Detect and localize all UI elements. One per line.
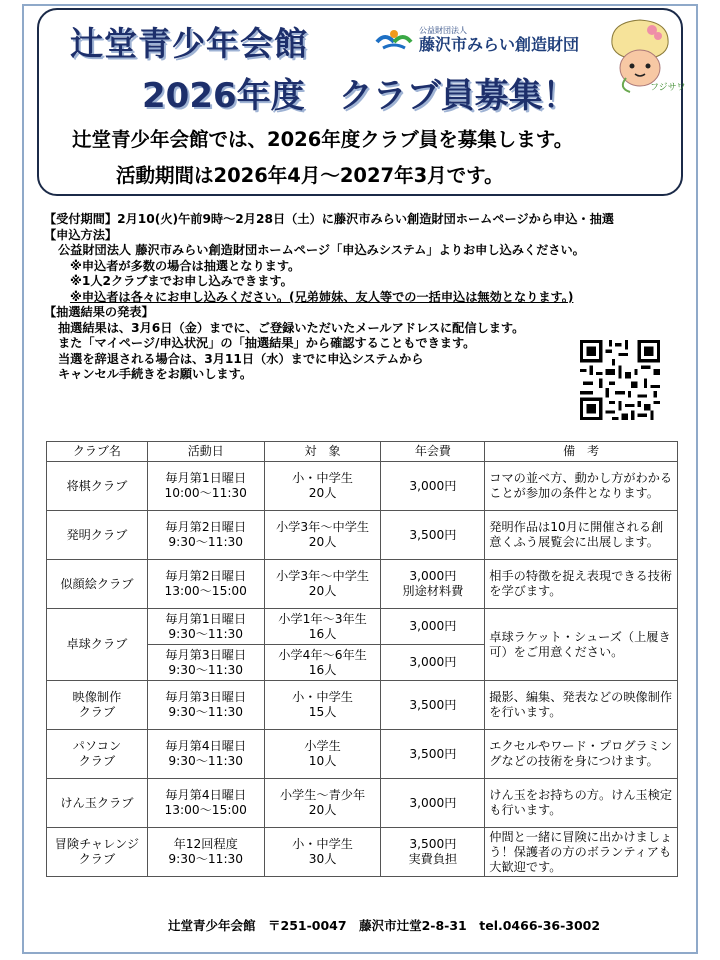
- info-line: 抽選結果は、3月6日（金）までに、ご登録いただいたメールアドレスに配信します。: [58, 320, 525, 335]
- club-day: [147, 645, 264, 681]
- target-line: 小・中学生: [292, 471, 353, 485]
- club-name: [47, 681, 148, 730]
- info-line: 【抽選結果の発表】: [44, 305, 154, 319]
- capacity-line: 30人: [308, 852, 337, 866]
- fee-line: 3,000円: [409, 569, 457, 583]
- day-line: 毎月第1日曜日: [165, 611, 247, 626]
- name-line: 映像制作: [72, 690, 122, 704]
- club-note: コマの並べ方、動かし方がわかることが参加の条件となります。: [485, 462, 678, 511]
- club-fee: 3,500円: [381, 730, 485, 779]
- day-line: 毎月第4日曜日: [165, 788, 247, 802]
- table-row: [47, 779, 678, 828]
- club-day: [147, 609, 264, 645]
- day-line: 毎月第2日曜日: [165, 520, 247, 534]
- info-line: 公益財団法人 藤沢市みらい創造財団ホームページ「申込みシステム」よりお申し込みください。: [58, 243, 585, 257]
- header-note: 備 考: [485, 442, 678, 462]
- day-line: 毎月第1日曜日: [165, 471, 247, 485]
- capacity-line: 20人: [308, 486, 337, 500]
- club-day: [147, 681, 264, 730]
- club-target: [264, 462, 381, 511]
- club-name: 似顔絵クラブ: [47, 560, 148, 609]
- club-name: 発明クラブ: [47, 511, 148, 560]
- club-note: 撮影、編集、発表などの映像制作を行います。: [485, 681, 678, 730]
- club-fee: 3,000円: [381, 779, 485, 828]
- club-target: [264, 730, 381, 779]
- info-line: 【受付期間】2月10(火)午前9時～2月28日（土）に藤沢市みらい創造財団ホームページから申込・抽選: [44, 212, 614, 226]
- table-row: [47, 609, 678, 645]
- club-name: 卓球クラブ: [47, 609, 148, 681]
- org-mark-icon: [375, 28, 413, 52]
- fee-extra-line: 別途材料費: [402, 584, 464, 598]
- table-row: [47, 730, 678, 779]
- mascot-label: フジサワ: [650, 83, 686, 93]
- club-day: [147, 462, 264, 511]
- info-line: ※申込者が多数の場合は抽選となります。: [70, 258, 301, 273]
- qr-code-icon[interactable]: [580, 340, 660, 420]
- org-logo: [375, 26, 579, 54]
- capacity-line: 16人: [308, 662, 337, 677]
- club-fee: 3,500円: [381, 511, 485, 560]
- club-target: [264, 681, 381, 730]
- club-day: [147, 828, 264, 877]
- capacity-line: 20人: [308, 803, 337, 817]
- header-target: 対 象: [264, 442, 381, 462]
- org-name: 藤沢市みらい創造財団: [419, 35, 580, 54]
- time-line: 9:30～11:30: [168, 754, 244, 768]
- intro-line1: 辻堂青少年会館では、2026年度クラブ員を募集します。: [72, 128, 574, 151]
- table-row: [47, 681, 678, 730]
- target-line: 小・中学生: [292, 690, 353, 704]
- info-line: ※申込者は各々にお申し込みください。(兄弟姉妹、友人等での一括申込は無効となります。): [70, 289, 574, 304]
- club-fee: [381, 828, 485, 877]
- club-fee: 3,000円: [381, 645, 485, 681]
- target-line: 小学3年～中学生: [276, 520, 370, 534]
- name-line: クラブ: [78, 852, 116, 866]
- intro-line2: 活動期間は2026年4月～2027年3月です。: [116, 164, 504, 187]
- info-line-wrap: [44, 290, 614, 306]
- club-fee: [381, 560, 485, 609]
- club-target: [264, 779, 381, 828]
- mascot-icon: [606, 14, 686, 96]
- club-note: エクセルやワード・プログラミングなどの技術を身につけます。: [485, 730, 678, 779]
- club-day: [147, 779, 264, 828]
- club-table: [46, 441, 678, 877]
- capacity-line: 10人: [308, 754, 337, 768]
- day-line: 毎月第4日曜日: [165, 739, 247, 753]
- club-target: [264, 609, 381, 645]
- info-line: また「マイページ/申込状況」の「抽選結果」から確認することもできます。: [58, 336, 476, 350]
- capacity-line: 20人: [308, 584, 337, 598]
- club-day: [147, 511, 264, 560]
- time-line: 9:30～11:30: [168, 535, 244, 549]
- name-line: パソコン: [72, 739, 122, 753]
- name-line: クラブ: [78, 754, 116, 768]
- title-line2: 2026年度 クラブ員募集！: [142, 76, 577, 116]
- header-day: 活動日: [147, 442, 264, 462]
- name-line: 冒険チャレンジ: [54, 837, 140, 851]
- table-row: [47, 462, 678, 511]
- org-small-label: 公益財団法人: [419, 26, 467, 35]
- club-name: [47, 828, 148, 877]
- title-line1: 辻堂青少年会館: [70, 24, 308, 63]
- club-day: [147, 730, 264, 779]
- header-club: クラブ名: [47, 442, 148, 462]
- capacity-line: 20人: [308, 535, 337, 549]
- target-line: 小学生: [304, 739, 341, 753]
- time-line: 9:30～11:30: [168, 852, 244, 866]
- footer-address: 辻堂青少年会館 〒251-0047 藤沢市辻堂2-8-31 tel.0466-36-3002: [168, 918, 601, 933]
- table-row: [47, 828, 678, 877]
- day-line: 毎月第3日曜日: [165, 690, 247, 704]
- fee-extra-line: 実費負担: [408, 852, 458, 866]
- time-line: 13:00～15:00: [164, 803, 247, 817]
- club-note: 発明作品は10月に開催される創意くふう展覧会に出展します。: [485, 511, 678, 560]
- time-line: 13:00～15:00: [164, 584, 247, 598]
- info-line: 当選を辞退される場合は、3月11日（水）までに申込システムから: [58, 351, 424, 366]
- table-row: [47, 560, 678, 609]
- time-line: 9:30～11:30: [168, 662, 244, 677]
- info-line: キャンセル手続きをお願いします。: [58, 367, 253, 381]
- club-name: [47, 730, 148, 779]
- header-fee: 年会費: [381, 442, 485, 462]
- club-note: けん玉をお持ちの方。けん玉検定も行います。: [485, 779, 678, 828]
- club-name: 将棋クラブ: [47, 462, 148, 511]
- target-line: 小学生～青少年: [279, 788, 366, 802]
- day-line: 毎月第2日曜日: [165, 569, 247, 583]
- target-line: 小学3年～中学生: [276, 569, 370, 583]
- club-fee: 3,000円: [381, 462, 485, 511]
- info-line: 【申込方法】: [44, 227, 118, 242]
- day-line: 年12回程度: [173, 837, 238, 851]
- club-target: [264, 828, 381, 877]
- day-line: 毎月第3日曜日: [165, 647, 247, 662]
- time-line: 10:00～11:30: [164, 486, 247, 500]
- club-note: 仲間と一緒に冒険に出かけましょう！保護者の方のボランティアも大歓迎です。: [485, 828, 678, 877]
- time-line: 9:30～11:30: [168, 626, 244, 641]
- club-target: [264, 560, 381, 609]
- club-target: [264, 645, 381, 681]
- capacity-line: 15人: [308, 705, 337, 719]
- club-note: 相手の特徴を捉え表現できる技術を学びます。: [485, 560, 678, 609]
- club-fee: 3,000円: [381, 609, 485, 645]
- club-day: [147, 560, 264, 609]
- name-line: クラブ: [78, 705, 116, 719]
- info-line: ※1人2クラブまでお申し込みできます。: [70, 274, 293, 288]
- club-name: けん玉クラブ: [47, 779, 148, 828]
- capacity-line: 16人: [308, 626, 337, 641]
- target-line: 小学1年～3年生: [278, 611, 367, 626]
- table-row: [47, 511, 678, 560]
- fee-line: 3,500円: [409, 837, 457, 851]
- club-note: 卓球ラケット・シューズ（上履き可）をご用意ください。: [485, 609, 678, 681]
- club-target: [264, 511, 381, 560]
- target-line: 小学4年～6年生: [278, 647, 367, 662]
- application-info: [44, 212, 614, 383]
- time-line: 9:30～11:30: [168, 705, 244, 719]
- club-fee: 3,500円: [381, 681, 485, 730]
- target-line: 小・中学生: [292, 837, 353, 851]
